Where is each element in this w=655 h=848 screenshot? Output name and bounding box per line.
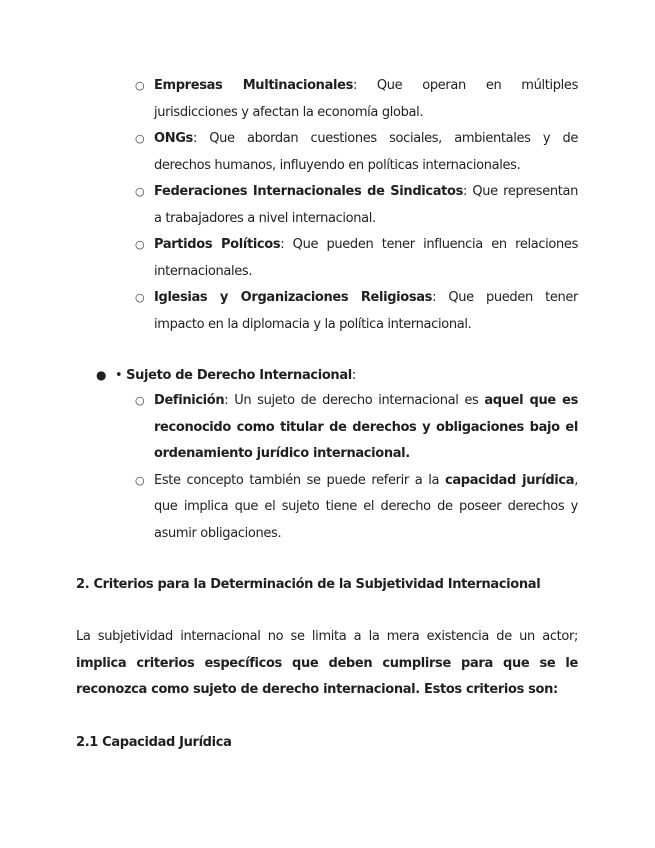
definition-emphasis: aquel que es reconocido como titular de derechos y obligaciones bajo el ordenamiento jurídico internacional. (154, 393, 578, 461)
list-item-text: : Que abordan cuestiones sociales, ambientales y de derechos humanos, influyendo en políticas internacionales. (154, 131, 578, 173)
sujeto-sub-list (135, 388, 578, 547)
concept-rest: , que implica que el sujeto tiene el derecho de poseer derechos y asumir obligaciones. (154, 472, 578, 541)
paragraph-text: La subjetividad internacional no se limita a la mera existencia de un actor; (76, 629, 578, 644)
concept-bold: capacidad jurídica (444, 472, 575, 488)
sujeto-heading-item (96, 362, 356, 389)
hollow-bullet-icon: ○ (135, 291, 145, 304)
non-state-actors-list (135, 73, 578, 338)
section-2-heading: 2. Criterios para la Determinación de la Subjetividad Internacional (76, 577, 541, 592)
list-item (135, 73, 578, 126)
definition-label: Definición (154, 393, 225, 408)
list-item-text: : Que operan en múltiples jurisdicciones y afectan la economía global. (154, 78, 578, 120)
sujeto-label: Sujeto de Derecho Internacional (126, 368, 352, 383)
filled-bullet-icon: ● (96, 368, 107, 382)
sujeto-colon: : (351, 368, 356, 383)
hollow-bullet-icon: ○ (135, 473, 145, 487)
hollow-bullet-icon: ○ (135, 238, 145, 251)
list-item-title: Partidos Políticos (154, 237, 281, 252)
list-item (135, 179, 578, 232)
list-item (135, 468, 578, 548)
list-item-text: : Que pueden tener influencia en relaciones internacionales. (154, 237, 578, 279)
list-item (135, 232, 578, 285)
list-item-text: : Que pueden tener impacto en la diplomacia y la política internacional. (154, 290, 579, 332)
hollow-bullet-icon: ○ (135, 394, 145, 407)
list-item-text: : Que representan a trabajadores a nivel internacional. (154, 184, 578, 226)
definition-text: : Un sujeto de derecho internacional es (224, 393, 485, 408)
concept-text: Este concepto también se puede referir a la (154, 472, 445, 488)
list-item-title: Iglesias y Organizaciones Religiosas (154, 290, 433, 305)
list-item (135, 388, 578, 468)
section-2-1-heading: 2.1 Capacidad Jurídica (76, 735, 232, 750)
list-item-title: Empresas Multinacionales (154, 78, 353, 93)
hollow-bullet-icon: ○ (135, 79, 145, 92)
paragraph-bold: implica criterios específicos que deben cumplirse para que se le reconozca como sujeto de derecho internacional. Estos criterios son: (76, 655, 578, 697)
hollow-bullet-icon: ○ (135, 132, 145, 145)
list-item-title: ONGs (154, 131, 193, 146)
list-item-title: Federaciones Internacionales de Sindicatos (154, 184, 463, 199)
list-item (135, 285, 578, 338)
inline-bullet: • (115, 368, 127, 383)
list-item (135, 126, 578, 179)
hollow-bullet-icon: ○ (135, 185, 145, 198)
section-2-paragraph (76, 624, 578, 704)
